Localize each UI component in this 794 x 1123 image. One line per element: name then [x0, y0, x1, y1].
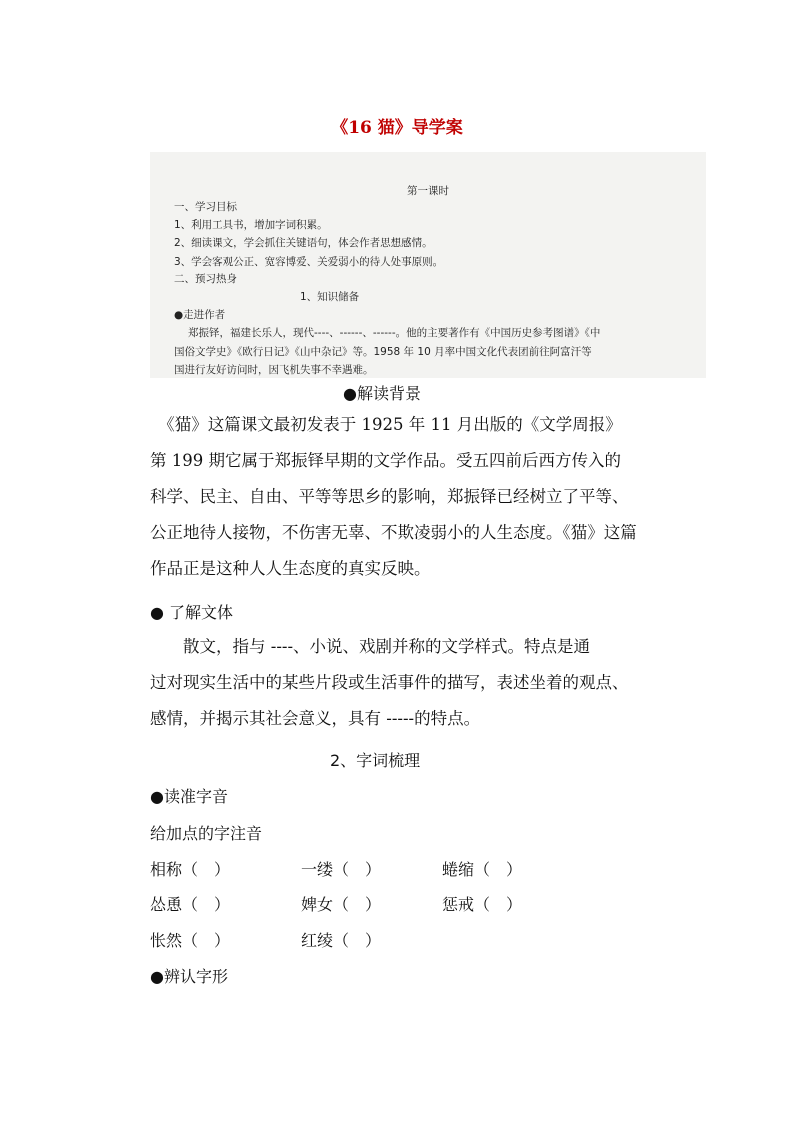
bg-line-4: 公正地待人接物，不伤害无辜、不欺凌弱小的人生态度。《猫》这篇: [150, 523, 637, 542]
goal-3: 3、学会客观公正、宽容博爱、关爱弱小的待人处事原则。: [174, 256, 444, 268]
genre-heading: ● 了解文体: [150, 603, 234, 622]
bg-line-3: 科学、民主、自由、平等等思乡的影响，郑振铎已经树立了平等、: [150, 487, 629, 506]
word-item: 怅然（ ）: [150, 931, 231, 950]
genre-paragraph: [150, 629, 710, 737]
section-preview: 二、预习热身: [174, 273, 237, 285]
author-text-1: 郑振铎，福建长乐人，现代----、------、------。他的主要著作有《中国历史参考图谱》《中: [188, 327, 601, 339]
scanned-excerpt: [150, 152, 706, 378]
word-item: 红绫（ ）: [301, 931, 382, 950]
knowledge-label: 1、知识储备: [300, 291, 360, 303]
bg-line-5: 作品正是这种人人生态度的真实反映。: [150, 559, 431, 578]
page-title: 《16 猫》导学案: [331, 118, 463, 138]
pronunciation-instruction: 给加点的字注音: [150, 824, 263, 843]
word-item: 蜷缩（ ）: [442, 860, 523, 879]
lesson-label: 第一课时: [407, 185, 449, 197]
genre-line-2: 过对现实生活中的某些片段或生活事件的描写，表述坐着的观点、: [150, 673, 629, 692]
word-item: 相称（ ）: [150, 860, 231, 879]
bg-line-2: 第 199 期它属于郑振铎早期的文学作品。受五四前后西方传入的: [150, 451, 621, 470]
background-heading: ●解读背景: [343, 384, 421, 403]
section-2-title: 2、字词梳理: [330, 751, 421, 770]
author-text-2: 国俗文学史》《欧行日记》《山中杂记》等。1958 年 10 月率中国文化代表团前往阿富汗等: [174, 346, 592, 358]
background-paragraph: [150, 407, 710, 587]
section-goals: 一、学习目标: [174, 201, 237, 213]
character-form-heading: ●辨认字形: [150, 967, 228, 986]
goal-1: 1、利用工具书，增加字词积累。: [174, 219, 328, 231]
pronunciation-heading: ●读准字音: [150, 787, 228, 806]
author-heading: ●走进作者: [174, 309, 226, 321]
word-item: 惩戒（ ）: [442, 895, 523, 914]
word-item: 婢女（ ）: [301, 895, 382, 914]
goal-2: 2、细读课文，学会抓住关键语句，体会作者思想感情。: [174, 237, 433, 249]
genre-line-1: 散文，指与 ----、小说、戏剧并称的文学样式。特点是通: [150, 637, 591, 656]
word-item: 怂恿（ ）: [150, 895, 231, 914]
bg-line-1: 《猫》这篇课文最初发表于 1925 年 11 月出版的《文学周报》: [150, 415, 622, 434]
author-text-3: 国进行友好访问时，因飞机失事不幸遇难。: [174, 364, 374, 376]
word-item: 一缕（ ）: [301, 860, 382, 879]
genre-line-3: 感情，并揭示其社会意义，具有 -----的特点。: [150, 709, 481, 728]
